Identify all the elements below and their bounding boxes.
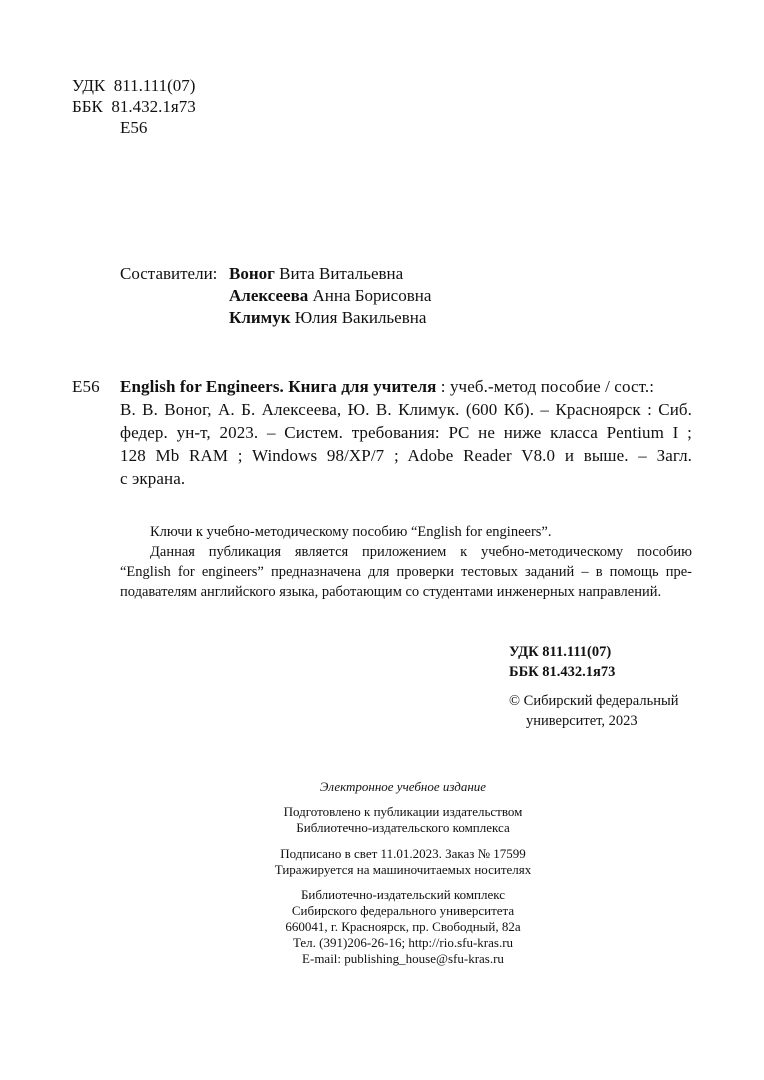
author-mark: Е56 (120, 118, 148, 137)
prepared-line-1: Подготовлено к публикации издательством (283, 804, 523, 819)
abstract-line-4: подавателям английского языка, работающим со студентами инженерных направлений. (120, 584, 662, 600)
compiler-2 (229, 284, 431, 308)
bibliographic-mark: Е56 (72, 377, 100, 396)
bibliographic-line-1: English for Engineers. Книга для учителя : учеб.-метод пособие / сост.: (120, 377, 655, 396)
email-line: E-mail: publishing_house@sfu-kras.ru (302, 951, 504, 966)
bbk-value: 81.432.1я73 (111, 97, 196, 116)
compilers-label: Составители: (120, 264, 218, 283)
publisher-line-2: Сибирского федерального университета (291, 903, 515, 918)
bibliographic-line-5: с экрана. (120, 469, 186, 488)
edition-type: Электронное учебное издание (319, 779, 487, 794)
compiler-1 (229, 262, 403, 286)
phone-web-line: Тел. (391)206-26-16; http://rio.sfu-kras.ru (292, 935, 514, 950)
compiler-3-name: Юлия Вакильевна (290, 308, 427, 327)
replicated-line: Тиражируется на машиночитаемых носителях (274, 862, 532, 877)
address-line: 660041, г. Красноярск, пр. Свободный, 82а (285, 919, 521, 934)
compiler-2-surname: Алексеева (229, 286, 309, 305)
book-title: English for Engineers. Книга для учителя (120, 377, 437, 396)
right-udk: УДК 811.111(07) (509, 644, 612, 660)
abstract-line-2: Данная публикация является приложением к учебно-методическому пособию (150, 544, 692, 560)
compiler-2-name: Анна Борисовна (308, 286, 432, 305)
copyright-line-2: университет, 2023 (526, 713, 638, 729)
udk-value: 811.111(07) (113, 76, 196, 95)
prepared-line-2: Библиотечно-издательского комплекса (296, 820, 510, 835)
compiler-3 (229, 306, 426, 330)
udk-line (72, 76, 195, 96)
bibliographic-line-4: 128 Mb RAM ; Windows 98/XP/7 ; Adobe Reader V8.0 и выше. – Загл. (120, 446, 692, 465)
compiler-1-surname: Воног (229, 264, 275, 283)
right-bbk: ББК 81.432.1я73 (509, 664, 616, 680)
bbk-label: ББК (72, 97, 103, 116)
compiler-3-surname: Климук (229, 308, 291, 327)
udk-label: УДК (72, 76, 106, 95)
bibliographic-line-3: федер. ун-т, 2023. – Систем. требования: PC не ниже класса Pentium I ; (120, 423, 692, 442)
copyright-line-1: © Сибирский федеральный (509, 693, 679, 709)
compiler-1-name: Вита Витальевна (274, 264, 404, 283)
bbk-line (72, 97, 196, 117)
publisher-line-1: Библиотечно-издательский комплекс (300, 887, 506, 902)
abstract-line-3: “English for engineers” предназначена для проверки тестовых заданий – в помощь пре- (120, 564, 692, 580)
bibliographic-line-2: В. В. Воног, А. Б. Алексеева, Ю. В. Климук. (600 Кб). – Красноярск : Сиб. (120, 400, 692, 419)
abstract-line-1: Ключи к учебно-методическому пособию “English for engineers”. (150, 524, 552, 540)
signed-line: Подписано в свет 11.01.2023. Заказ № 17599 (280, 846, 526, 861)
